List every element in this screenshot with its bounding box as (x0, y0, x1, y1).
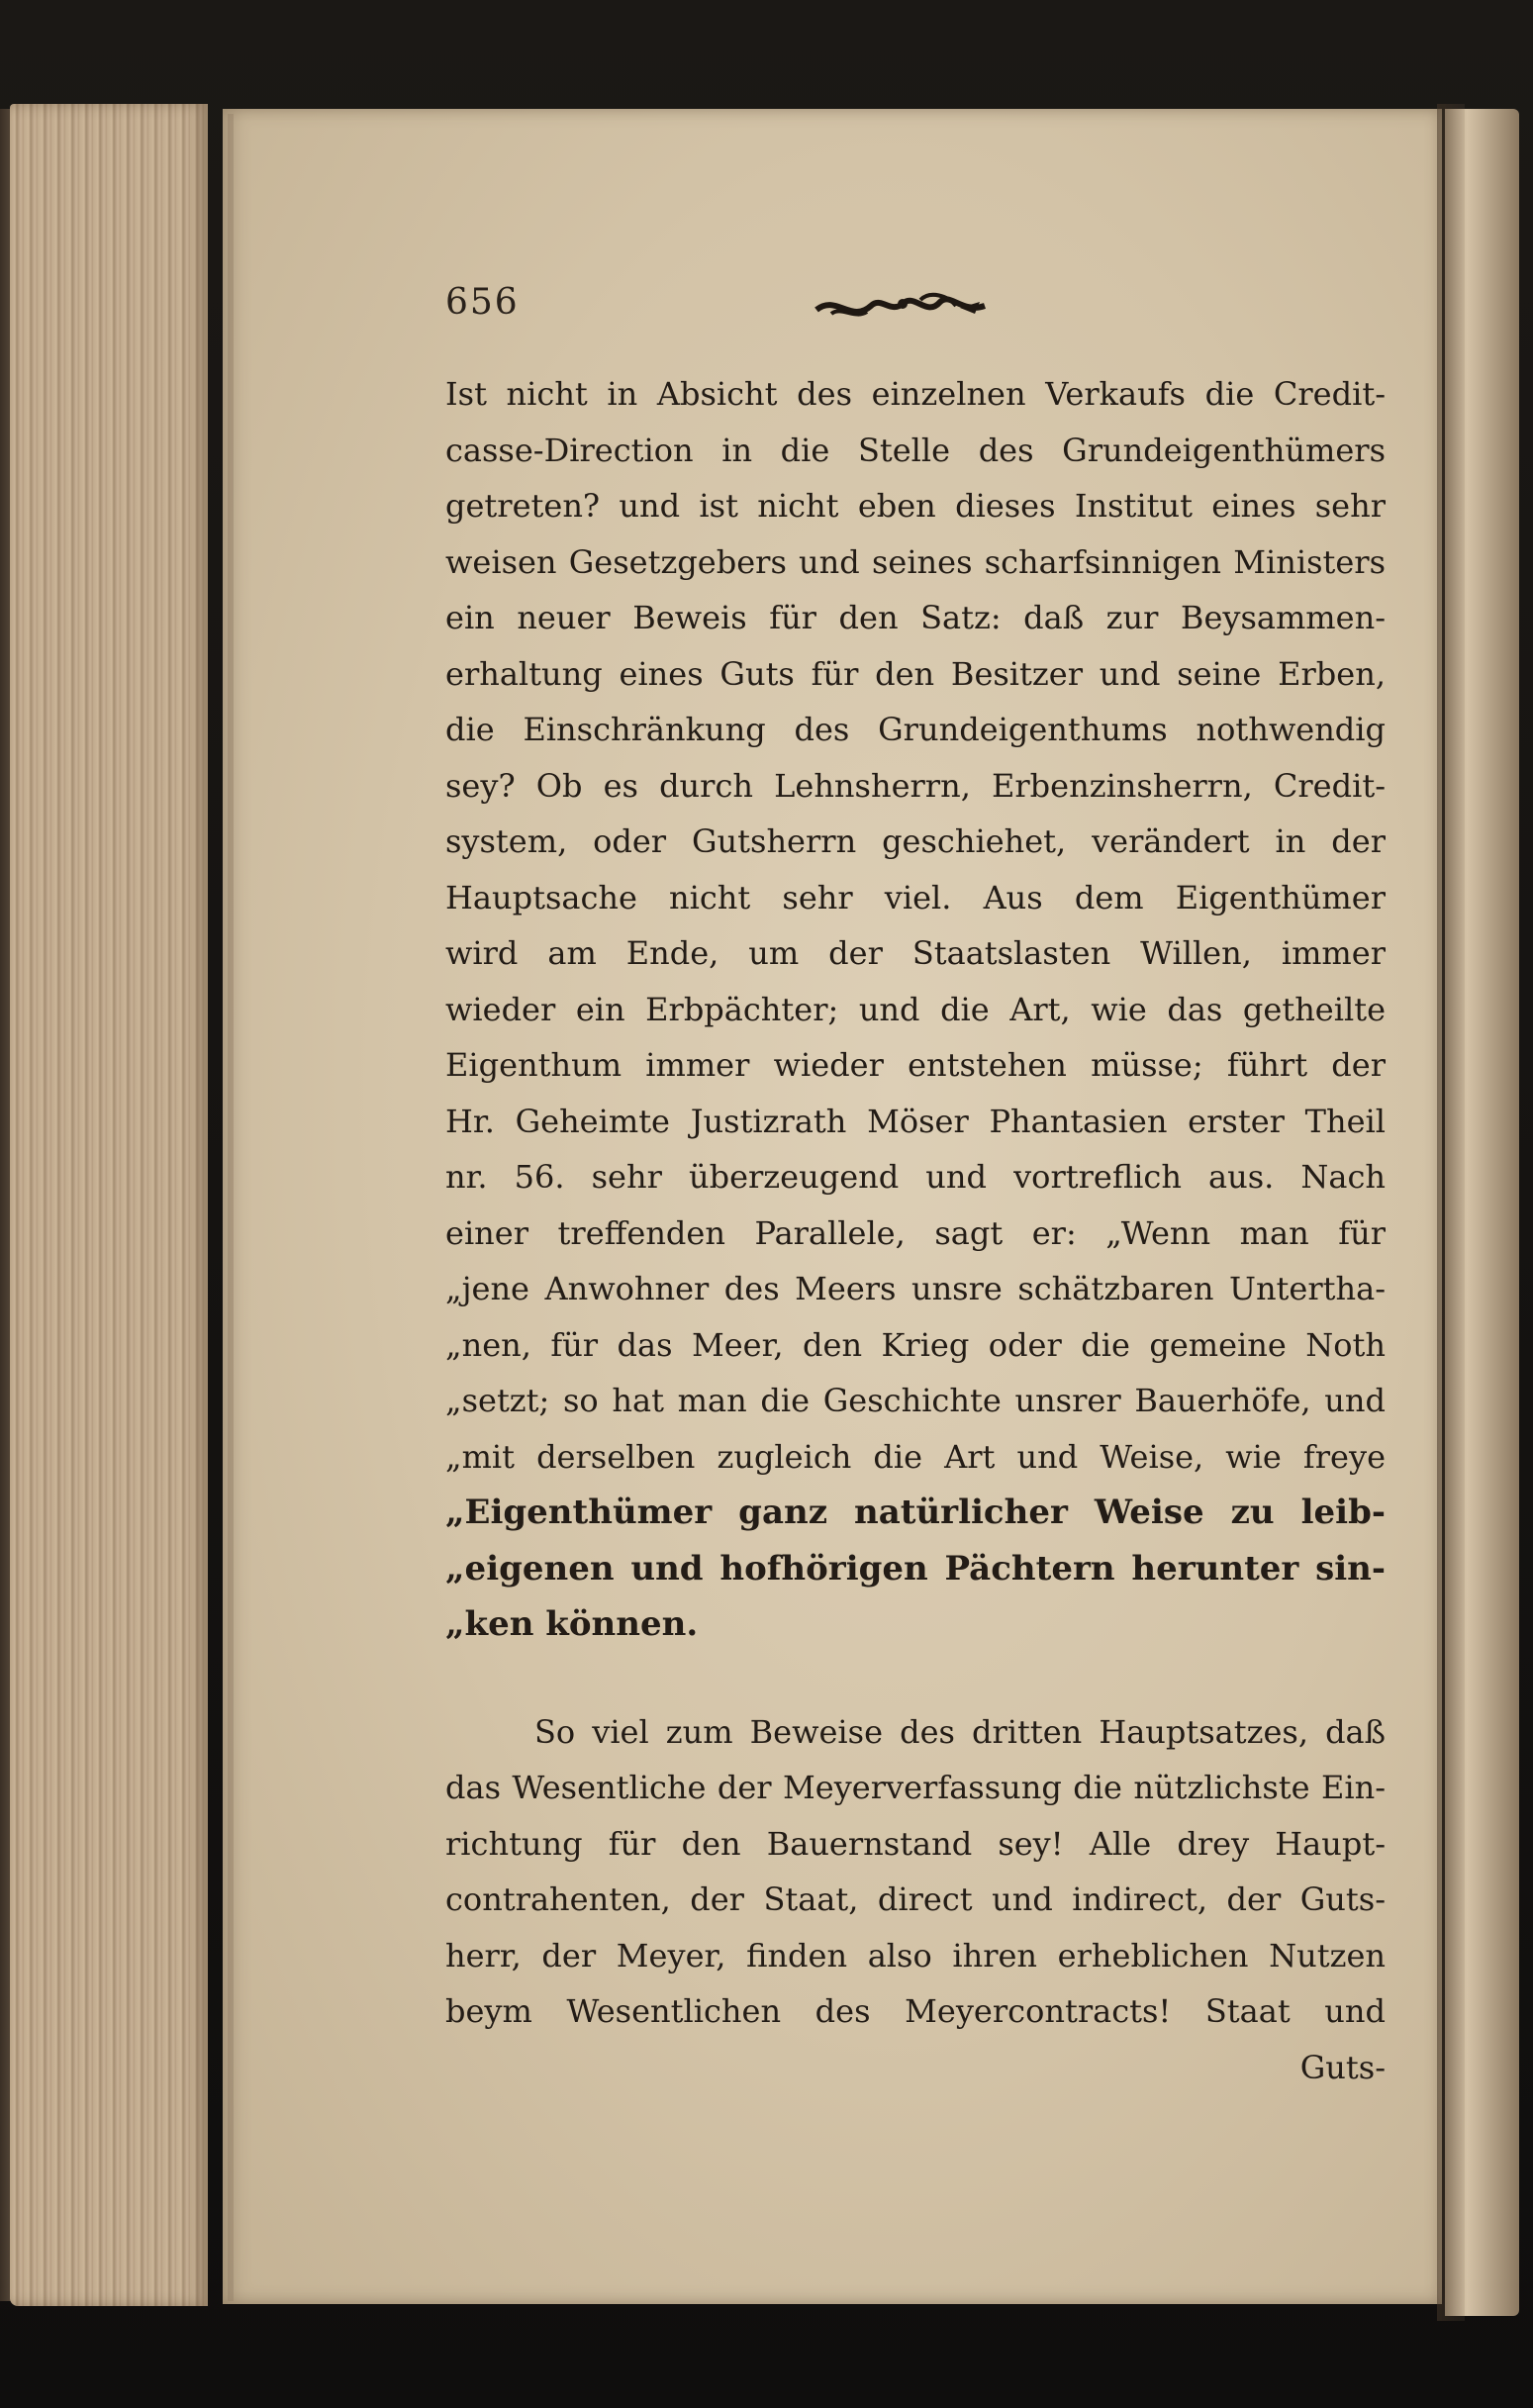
text-line: erhaltung eines Guts für den Besitzer und seine Erben, (445, 654, 1386, 693)
text-line: „jene Anwohner des Meers unsre schätzbaren Untertha- (445, 1270, 1386, 1307)
text-line: wird am Ende, um der Staatslasten Willen, immer (445, 934, 1386, 972)
text-line: Hr. Geheimte Justizrath Möser Phantasien erster Theil (445, 1102, 1386, 1140)
text-line: „mit derselben zugleich die Art und Weise, wie freye (445, 1437, 1386, 1476)
page-number: 656 (445, 282, 520, 323)
emphasized-text-line: „eigenen und hofhörigen Pächtern herunter sin- (445, 1548, 1386, 1589)
paragraph-one (445, 366, 1386, 1653)
text-line: richtung für den Bauernstand sey! Alle drey Haupt- (445, 1824, 1386, 1863)
text-line: Eigenthum immer wieder entstehen müsse; führt der (445, 1046, 1386, 1084)
page-fold-line (228, 114, 234, 2301)
page-header (445, 282, 1000, 341)
body-text (445, 366, 1386, 2095)
text-line: „nen, für das Meer, den Krieg oder die gemeine Noth (445, 1325, 1386, 1364)
text-line: einer treffenden Parallele, sagt er: „Wenn man für (445, 1213, 1386, 1252)
text-line: das Wesentliche der Meyerverfassung die nützlichste Ein- (445, 1769, 1386, 1806)
printers-ornament-icon (812, 284, 990, 332)
text-line: weisen Gesetzgebers und seines scharfsinnigen Ministers (445, 542, 1386, 581)
text-line: So viel zum Beweise des dritten Hauptsatzes, daß (534, 1712, 1386, 1751)
text-line: sey? Ob es durch Lehnsherrn, Erbenzinsherrn, Credit- (445, 766, 1386, 805)
text-line: Hauptsache nicht sehr viel. Aus dem Eigenthümer (445, 878, 1386, 916)
emphasized-text-line: „ken können. (445, 1604, 699, 1644)
emphasized-text-line: „Eigenthümer ganz natürlicher Weise zu leib- (445, 1493, 1386, 1532)
text-line: herr, der Meyer, finden also ihren erheblichen Nutzen (445, 1936, 1386, 1975)
text-line: „setzt; so hat man die Geschichte unsrer Bauerhöfe, und (445, 1382, 1386, 1419)
text-line: system, oder Gutsherrn geschiehet, verändert in der (445, 822, 1386, 860)
book-gutter (1437, 104, 1465, 2321)
page-edge-stack (10, 104, 208, 2306)
paragraph-gap (445, 1653, 1386, 1704)
text-line: contrahenten, der Staat, direct und indirect, der Guts- (445, 1880, 1386, 1918)
text-line: Ist nicht in Absicht des einzelnen Verkaufs die Credit- (445, 375, 1386, 413)
text-line: nr. 56. sehr überzeugend und vortreflich aus. Nach (445, 1158, 1386, 1196)
text-line: die Einschränkung des Grundeigenthums nothwendig (445, 711, 1386, 748)
catchword: Guts- (1299, 2048, 1386, 2086)
text-line: getreten? und ist nicht eben dieses Institut eines sehr (445, 487, 1386, 525)
text-line: casse-Direction in die Stelle des Grundeigenthümers (445, 431, 1386, 469)
paragraph-two (445, 1704, 1386, 2096)
text-line: ein neuer Beweis für den Satz: daß zur Beysammen- (445, 599, 1386, 636)
text-line: wieder ein Erbpächter; und die Art, wie das getheilte (445, 990, 1386, 1028)
text-line: beym Wesentlichen des Meyercontracts! Staat und (445, 1992, 1386, 2030)
